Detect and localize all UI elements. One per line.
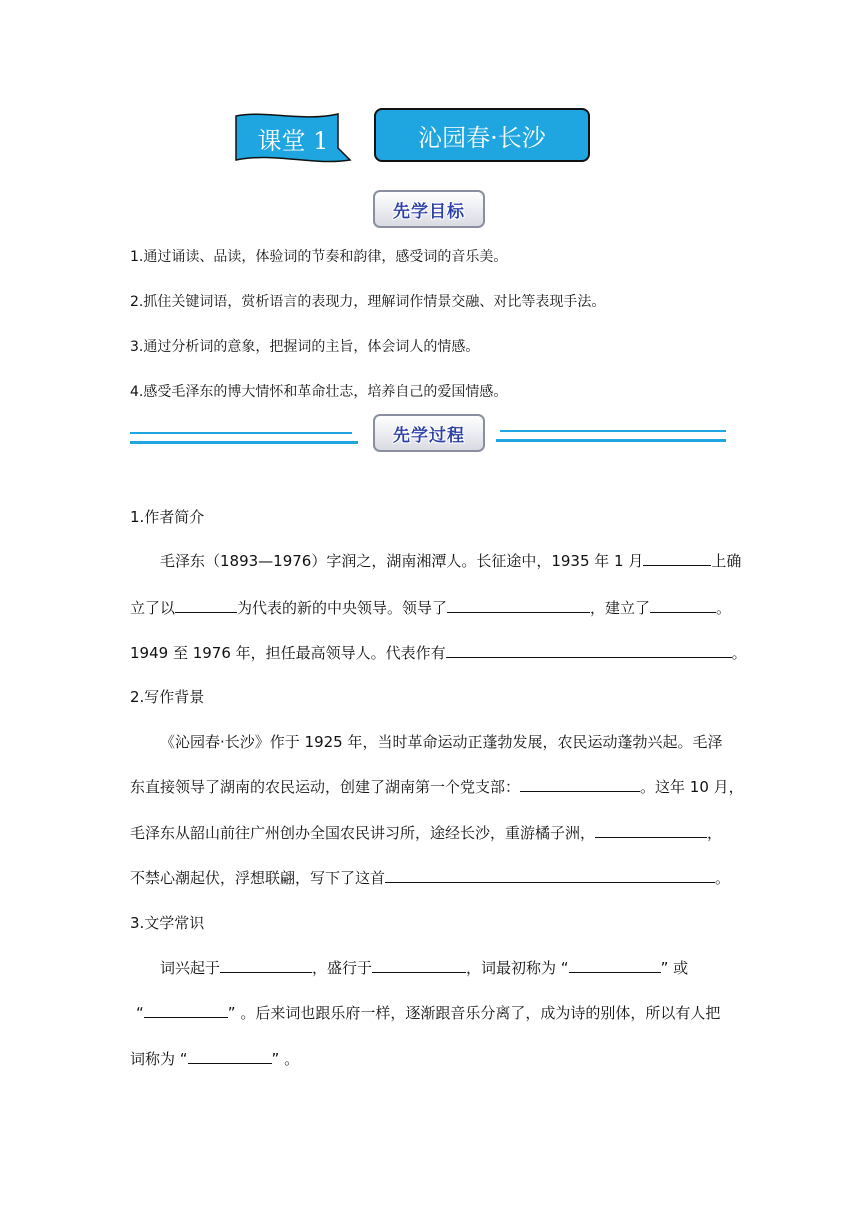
lesson-ribbon [234, 112, 352, 164]
divider-right-upper [500, 430, 726, 432]
author-line-2: 立了以 为代表的新的中央领导。领导了 ，建立了 。 [130, 599, 732, 617]
background-line-3: 毛泽东从韶山前往广州创办全国农民讲习所，途经长沙，重游橘子洲， ， [130, 824, 723, 842]
author-line-1: 毛泽东（1893—1976）字润之，湖南湘潭人。长征途中，1935 年 1 月 上确 [160, 552, 742, 570]
fill-blank[interactable] [595, 822, 707, 838]
goals-badge: 先学目标 [373, 190, 485, 228]
literature-heading: 3.文学常识 [130, 914, 205, 932]
author-line-3: 1949 至 1976 年，担任最高领导人。代表作有 。 [130, 644, 747, 662]
fill-blank[interactable] [175, 597, 237, 613]
literature-line-1: 词兴起于 ，盛行于 ，词最初称为 “ ” 或 [160, 959, 689, 977]
fill-blank[interactable] [188, 1048, 272, 1064]
fill-blank[interactable] [650, 597, 716, 613]
background-line-1: 《沁园春·长沙》作于 1925 年，当时革命运动正蓬勃发展，农民运动蓬勃兴起。毛泽 [160, 733, 723, 751]
divider-right-lower [496, 439, 726, 442]
literature-line-2: “ ” 。后来词也跟乐府一样，逐渐跟音乐分离了，成为诗的别体，所以有人把 [136, 1004, 721, 1022]
process-badge: 先学过程 [373, 414, 485, 452]
divider-left-upper [130, 432, 352, 434]
fill-blank[interactable] [643, 550, 711, 566]
fill-blank[interactable] [144, 1002, 228, 1018]
fill-blank[interactable] [446, 642, 732, 658]
background-line-2: 东直接领导了湖南的农民运动，创建了湖南第一个党支部： 。这年 10 月， [130, 778, 744, 796]
fill-blank[interactable] [372, 957, 466, 973]
goal-item-1: 1.通过诵读、品读，体验词的节奏和韵律，感受词的音乐美。 [130, 249, 508, 265]
fill-blank[interactable] [385, 867, 715, 883]
divider-left-lower [130, 441, 358, 444]
fill-blank[interactable] [447, 597, 590, 613]
goal-item-4: 4.感受毛泽东的博大情怀和革命壮志，培养自己的爱国情感。 [130, 384, 508, 400]
background-heading: 2.写作背景 [130, 688, 205, 706]
background-line-4: 不禁心潮起伏，浮想联翩，写下了这首 。 [130, 869, 731, 887]
lesson-label: 课堂 1 [257, 126, 329, 155]
goal-item-3: 3.通过分析词的意象，把握词的主旨，体会词人的情感。 [130, 339, 480, 355]
fill-blank[interactable] [520, 776, 640, 792]
fill-blank[interactable] [569, 957, 661, 973]
goal-item-2: 2.抓住关键词语，赏析语言的表现力，理解词作情景交融、对比等表现手法。 [130, 294, 606, 310]
lesson-title: 沁园春·长沙 [374, 108, 590, 162]
literature-line-3: 词称为 “ ” 。 [130, 1050, 300, 1068]
author-heading: 1.作者简介 [130, 508, 205, 526]
fill-blank[interactable] [220, 957, 312, 973]
